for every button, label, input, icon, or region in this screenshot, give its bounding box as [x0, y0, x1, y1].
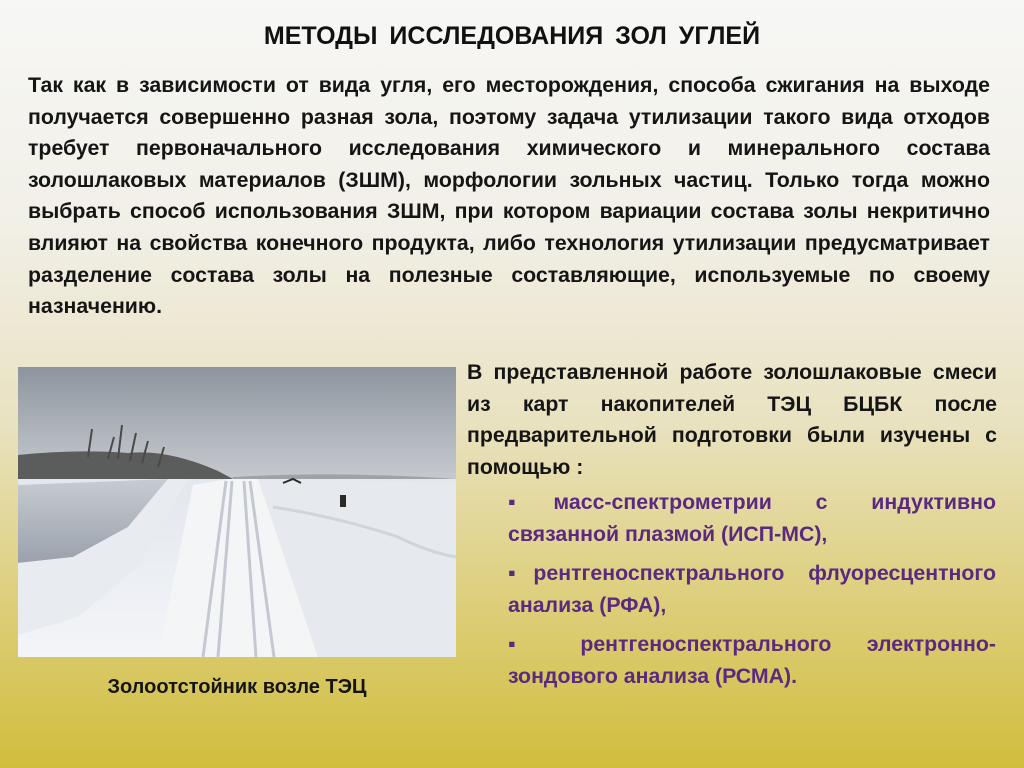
- methods-list: [508, 486, 996, 699]
- bullet-square-icon: ▪: [508, 490, 554, 514]
- slide-title: МЕТОДЫ ИССЛЕДОВАНИЯ ЗОЛ УГЛЕЙ: [263, 22, 761, 50]
- bullet-square-icon: ▪: [508, 561, 534, 585]
- intro-paragraph: Так как в зависимости от вида угля, его месторождения, способа сжигания на выходе получается совершенно разная зола, поэтому задача утилизации такого вида отходов требует первоначального исследования химического и минерального состава золошлаковых материалов (ЗШМ), морфологии зольных частиц. Только тогда можно выбрать способ использования ЗШМ, при котором вариации состава золы некритично влияют на свойства конечного продукта, либо технология утилизации предусматривает разделение состава золы на полезные составляющие, используемые по своему назначению.: [28, 73, 990, 319]
- list-item: [508, 557, 996, 621]
- list-item: [508, 628, 996, 692]
- list-item: [508, 486, 996, 550]
- method-icp-ms: масс-спектрометрии с индуктивно связанной плазмой (ИСП-МС),: [508, 490, 996, 546]
- ash-pond-photo: [18, 367, 456, 657]
- photo-caption: Золоотстойник возле ТЭЦ: [107, 676, 367, 698]
- methods-intro: В представленной работе золошлаковые смеси из карт накопителей ТЭЦ БЦБК после предварительной подготовки были изучены с помощью :: [467, 360, 997, 479]
- method-epma: рентгеноспектрального электронно-зондового анализа (РСМА).: [508, 632, 996, 688]
- method-xrf: рентгеноспектрального флуоресцентного анализа (РФА),: [508, 561, 996, 617]
- bullet-square-icon: ▪: [508, 632, 545, 656]
